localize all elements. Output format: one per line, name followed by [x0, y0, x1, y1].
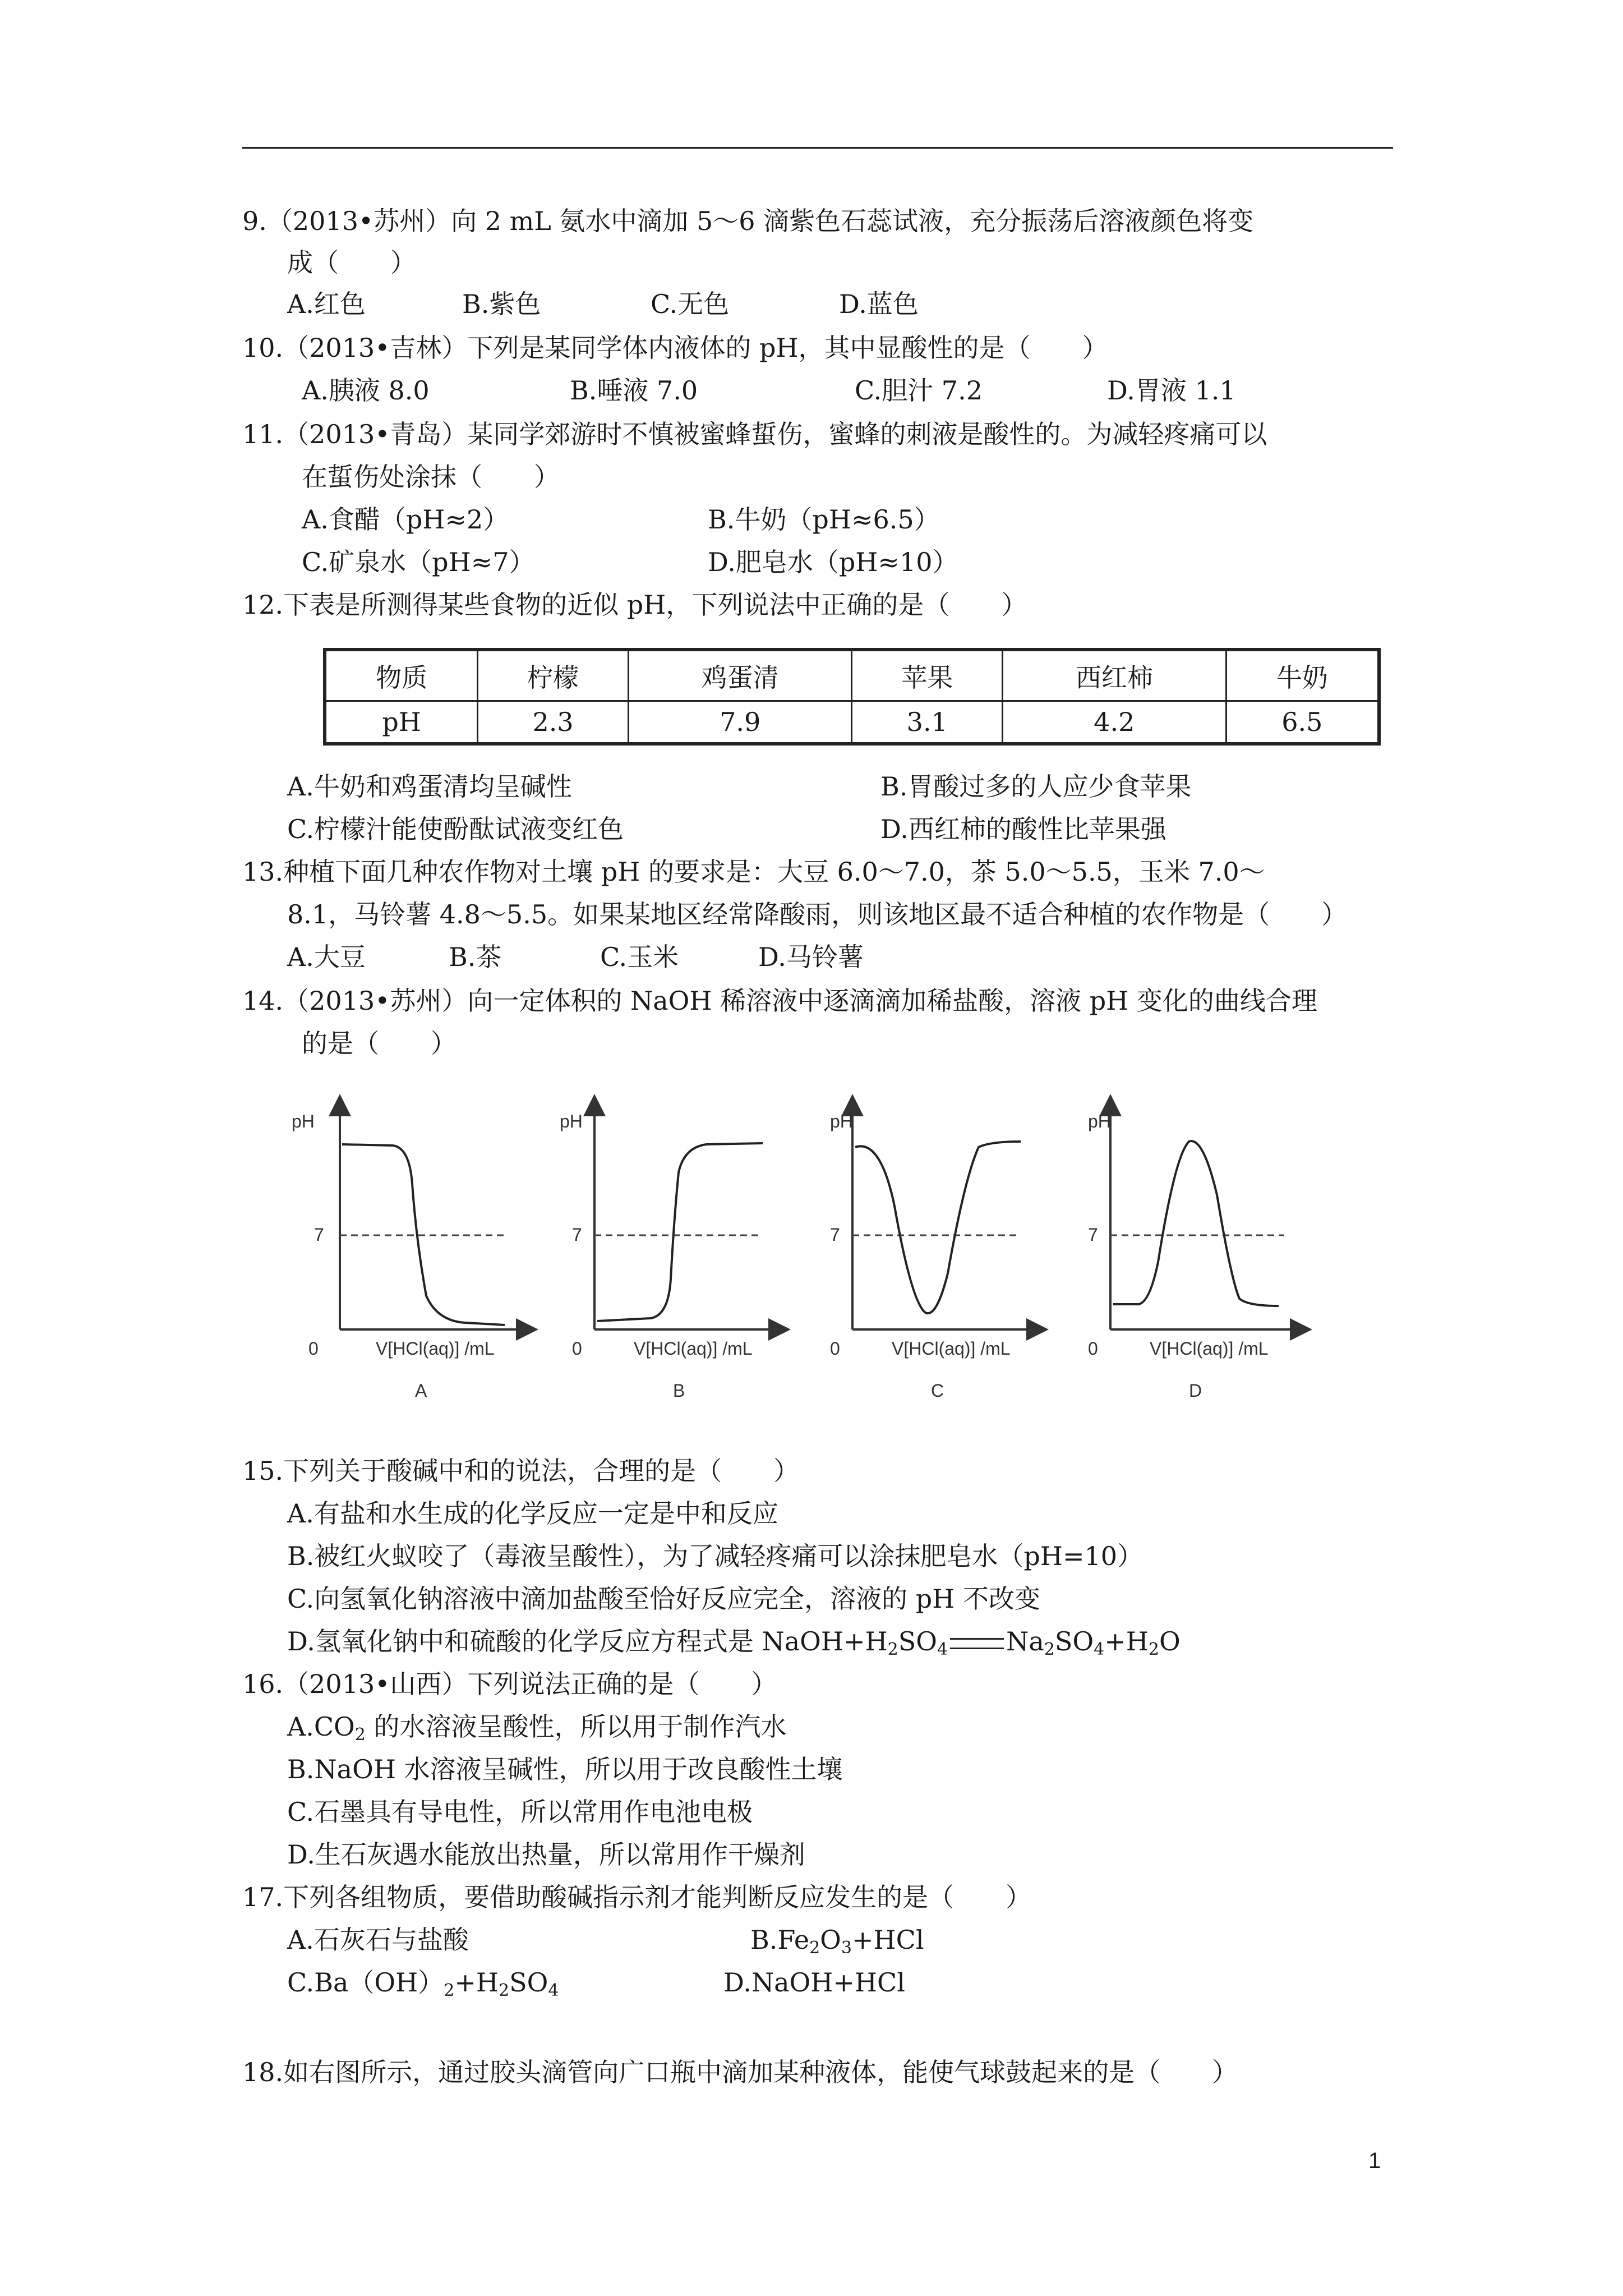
q17-option-d: D.NaOH+HCl: [723, 1967, 905, 1998]
q9-option-c: C.无色: [651, 289, 730, 319]
question-16-stem: 16.（2013•山西）下列说法正确的是（ ）: [242, 1669, 777, 1699]
table-cell: 柠檬: [478, 650, 629, 701]
subscript: 2: [499, 1981, 510, 2000]
subscript: 2: [809, 1938, 820, 1958]
table-cell: 4.2: [1003, 701, 1227, 744]
y-axis-label: pH: [560, 1111, 583, 1131]
question-9-stem-cont: 成（ ）: [287, 247, 416, 278]
graph-letter-c: C: [931, 1381, 944, 1401]
y-tick-7: 7: [572, 1225, 582, 1245]
q17-option-c: [287, 1964, 559, 2000]
q9-option-b: B.紫色: [462, 289, 541, 319]
q10-option-b: B.唾液 7.0: [570, 375, 698, 406]
option-text: O: [820, 1925, 841, 1955]
subscript: 2: [1148, 1640, 1159, 1659]
q13-option-c: C.玉米: [600, 942, 679, 972]
equals-sign: [950, 1638, 1004, 1649]
table-cell: pH: [325, 701, 478, 744]
y-axis-label: pH: [830, 1111, 853, 1131]
question-17-stem: 17.下列各组物质，要借助酸碱指示剂才能判断反应发生的是（ ）: [242, 1882, 1032, 1912]
q11-option-b: B.牛奶（pH≈6.5）: [708, 504, 940, 535]
q9-option-d: D.蓝色: [839, 289, 919, 319]
q10-option-d: D.胃液 1.1: [1107, 375, 1236, 406]
equation-text: SO: [1054, 1626, 1094, 1657]
y-tick-7: 7: [1088, 1225, 1098, 1245]
question-15-stem: 15.下列关于酸碱中和的说法，合理的是（ ）: [242, 1456, 800, 1486]
graph-a: [292, 1105, 527, 1401]
option-text: B.Fe: [750, 1925, 810, 1955]
graph-letter-a: A: [415, 1381, 427, 1401]
x-axis-label: V[HCl(aq)] /mL: [634, 1338, 753, 1359]
q13-option-b: B.茶: [449, 942, 502, 972]
table-cell: 6.5: [1226, 701, 1379, 744]
curve-b: [597, 1143, 763, 1321]
graph-b: [560, 1105, 780, 1401]
option-text: SO: [509, 1967, 548, 1998]
x-axis-label: V[HCl(aq)] /mL: [892, 1338, 1011, 1359]
q12-option-d: D.西红柿的酸性比苹果强: [880, 814, 1166, 844]
ph-table-header-row: [325, 650, 1379, 701]
origin-label: 0: [308, 1338, 319, 1359]
table-cell: 牛奶: [1226, 650, 1379, 701]
option-text: 的水溶液呈酸性，所以用于制作汽水: [365, 1711, 787, 1742]
ph-table-value-row: [325, 701, 1379, 744]
question-13-stem: 13.种植下面几种农作物对土壤 pH 的要求是：大豆 6.0～7.0，茶 5.0～5.5，玉米 7.0～: [242, 857, 1265, 887]
curve-d: [1113, 1141, 1279, 1306]
y-tick-7: 7: [314, 1225, 324, 1245]
subscript: 4: [937, 1640, 948, 1659]
q16-option-b: B.NaOH 水溶液呈碱性，所以用于改良酸性土壤: [287, 1754, 843, 1784]
table-cell: 鸡蛋清: [628, 650, 852, 701]
q13-option-d: D.马铃薯: [758, 942, 864, 972]
q16-option-c: C.石墨具有导电性，所以常用作电池电极: [287, 1797, 753, 1827]
y-axis-label: pH: [292, 1111, 315, 1131]
x-axis-label: V[HCl(aq)] /mL: [1150, 1338, 1269, 1359]
q9-option-a: A.红色: [287, 289, 366, 319]
equation-text: D.氢氧化钠中和硫酸的化学反应方程式是 NaOH+H: [287, 1626, 888, 1657]
subscript: 4: [548, 1981, 559, 2000]
q12-option-a: A.牛奶和鸡蛋清均呈碱性: [287, 771, 572, 802]
q15-option-b: B.被红火蚁咬了（毒液呈酸性），为了减轻疼痛可以涂抹肥皂水（pH=10）: [287, 1541, 1144, 1571]
q17-option-b: [750, 1922, 924, 1958]
subscript: 4: [1094, 1640, 1105, 1659]
q15-option-c: C.向氢氧化钠溶液中滴加盐酸至恰好反应完全，溶液的 pH 不改变: [287, 1584, 1040, 1614]
q13-option-a: A.大豆: [287, 942, 366, 972]
equation-text: O: [1159, 1626, 1181, 1657]
q15-option-d: [287, 1623, 1181, 1659]
q10-option-a: A.胰液 8.0: [302, 375, 430, 406]
origin-label: 0: [830, 1338, 840, 1359]
q11-option-a: A.食醋（pH≈2）: [302, 504, 509, 535]
ph-curve-graphs: [292, 1094, 1357, 1430]
q11-option-c: C.矿泉水（pH≈7）: [302, 547, 535, 577]
q15-option-a: A.有盐和水生成的化学反应一定是中和反应: [287, 1498, 778, 1529]
subscript: 2: [444, 1981, 455, 2000]
option-text: A.CO: [287, 1711, 355, 1742]
graph-d: [1088, 1105, 1301, 1401]
option-text: +HCl: [851, 1925, 924, 1955]
table-cell: 3.1: [852, 701, 1003, 744]
subscript: 2: [887, 1640, 898, 1659]
origin-label: 0: [572, 1338, 582, 1359]
curve-c: [855, 1142, 1021, 1313]
graph-c: [830, 1105, 1038, 1401]
table-cell: 西红柿: [1003, 650, 1227, 701]
y-axis-label: pH: [1088, 1111, 1111, 1131]
subscript: 3: [841, 1938, 852, 1958]
question-13-stem-cont: 8.1，马铃薯 4.8～5.5。如果某地区经常降酸雨，则该地区最不适合种植的农作物是（ ）: [287, 899, 1348, 930]
table-cell: 7.9: [628, 701, 852, 744]
q16-option-d: D.生石灰遇水能放出热量，所以常用作干燥剂: [287, 1839, 805, 1870]
question-11-stem-cont: 在蜇伤处涂抹（ ）: [302, 462, 560, 492]
table-cell: 苹果: [852, 650, 1003, 701]
question-12-stem: 12.下表是所测得某些食物的近似 pH，下列说法中正确的是（ ）: [242, 590, 1027, 620]
q12-option-b: B.胃酸过多的人应少食苹果: [880, 771, 1192, 802]
y-tick-7: 7: [830, 1225, 840, 1245]
table-cell: 2.3: [478, 701, 629, 744]
question-9-stem: 9.（2013•苏州）向 2 mL 氨水中滴加 5～6 滴紫色石蕊试液，充分振荡后溶液颜色将变: [242, 206, 1254, 236]
option-text: +H: [454, 1967, 499, 1998]
question-14-stem-cont: 的是（ ）: [302, 1028, 457, 1059]
q10-option-c: C.胆汁 7.2: [855, 375, 983, 406]
question-14-stem: 14.（2013•苏州）向一定体积的 NaOH 稀溶液中逐滴滴加稀盐酸，溶液 pH 变化的曲线合理: [242, 986, 1317, 1016]
option-text: C.Ba（OH）: [287, 1967, 444, 1998]
origin-label: 0: [1088, 1338, 1098, 1359]
question-10-stem: 10.（2013•吉林）下列是某同学体内液体的 pH，其中显酸性的是（ ）: [242, 333, 1108, 363]
page-number: 1: [1368, 2148, 1381, 2173]
subscript: 2: [354, 1725, 366, 1745]
table-cell: 物质: [325, 650, 478, 701]
q16-option-a: [287, 1709, 786, 1745]
q17-option-a: A.石灰石与盐酸: [287, 1925, 469, 1955]
equation-text: SO: [898, 1626, 937, 1657]
q12-option-c: C.柠檬汁能使酚酞试液变红色: [287, 814, 624, 844]
ph-table: [323, 648, 1381, 746]
graph-letter-b: B: [673, 1381, 685, 1401]
header-rule: [242, 147, 1393, 149]
equation-text: Na: [1006, 1626, 1044, 1657]
equation-text: +H: [1104, 1626, 1149, 1657]
x-axis-label: V[HCl(aq)] /mL: [376, 1338, 495, 1359]
q11-option-d: D.肥皂水（pH≈10）: [708, 547, 958, 577]
question-11-stem: 11.（2013•青岛）某同学郊游时不慎被蜜蜂蜇伤，蜜蜂的刺液是酸性的。为减轻疼痛可以: [242, 419, 1267, 449]
graph-letter-d: D: [1189, 1381, 1202, 1401]
question-18-stem: 18.如右图所示，通过胶头滴管向广口瓶中滴加某种液体，能使气球鼓起来的是（ ）: [242, 2057, 1238, 2087]
subscript: 2: [1044, 1640, 1055, 1659]
